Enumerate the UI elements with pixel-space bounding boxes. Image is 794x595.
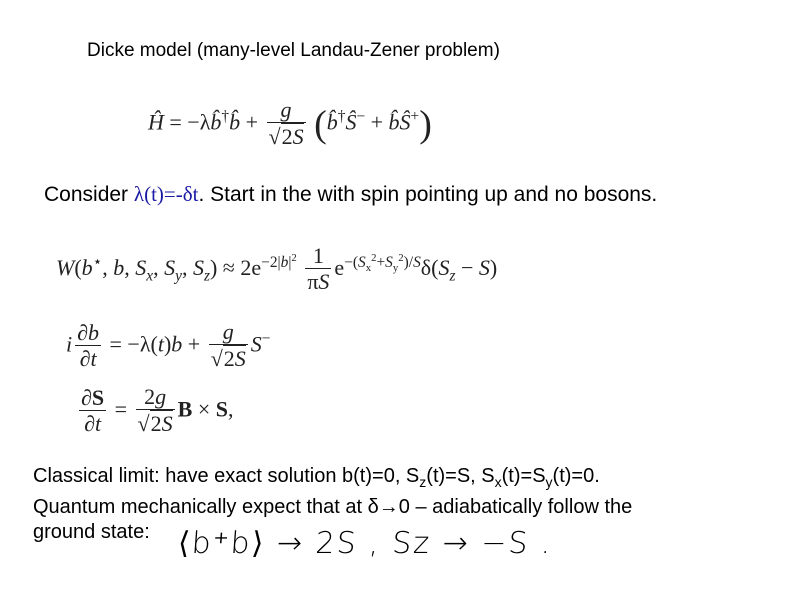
spin-equation-of-motion: $\frac{\partial S}{\partial t}$ = $\frac{2g}{√2S}$ B × S, [81, 384, 234, 437]
classical-line-1 [33, 464, 793, 495]
delta-to-zero: δ→0 [367, 496, 410, 518]
subscript-y: y [545, 474, 553, 490]
subscript-x: x [494, 474, 502, 490]
classical-line1-part-a: Classical limit: have exact solution b(t)=0, S [33, 465, 420, 487]
classical-line-3: ground state: [33, 521, 150, 543]
classical-line1-part-d: (t)=0. [552, 465, 600, 487]
handwritten-annotation: ⟨b⁺b⟩ → 2S , Sz → −S . [176, 526, 554, 561]
hamiltonian-equation: Ĥ = −λb̂†b̂ + $\frac{g}{√2S}$ (b̂†Ŝ− + b̂Ŝ+) [148, 97, 432, 150]
consider-prefix: Consider [44, 183, 134, 206]
lambda-expression: λ(t)=-δt [133, 182, 199, 206]
classical-line1-part-b: (t)=S, S [426, 465, 495, 487]
classical-line-2 [33, 495, 793, 520]
wigner-function-equation: W(b⋆, b, $S_x$, $S_y$, $S_z) \approx 2e^{-2|b|^2}$ $\frac{1}{\pi S}$ $e^{-(S_x^2+S_y^2)/S}\delta(S_z - S)$ [56, 243, 498, 295]
slide-title: Dicke model (many-level Landau-Zener problem) [87, 40, 500, 61]
classical-line1-part-c: (t)=S [501, 465, 546, 487]
subscript-z: z [419, 474, 427, 490]
consider-suffix: . Start in the with spin pointing up and no bosons. [198, 183, 658, 206]
classical-line2-part-a: Quantum mechanically expect that at [33, 496, 368, 518]
classical-line2-part-b: – adiabatically follow the [409, 496, 633, 518]
boson-equation-of-motion: i $\frac{\partial b}{\partial t}$ = −λ(t)b + $\frac{g}{√2S}$ S− [66, 319, 271, 372]
consider-text [44, 182, 657, 207]
